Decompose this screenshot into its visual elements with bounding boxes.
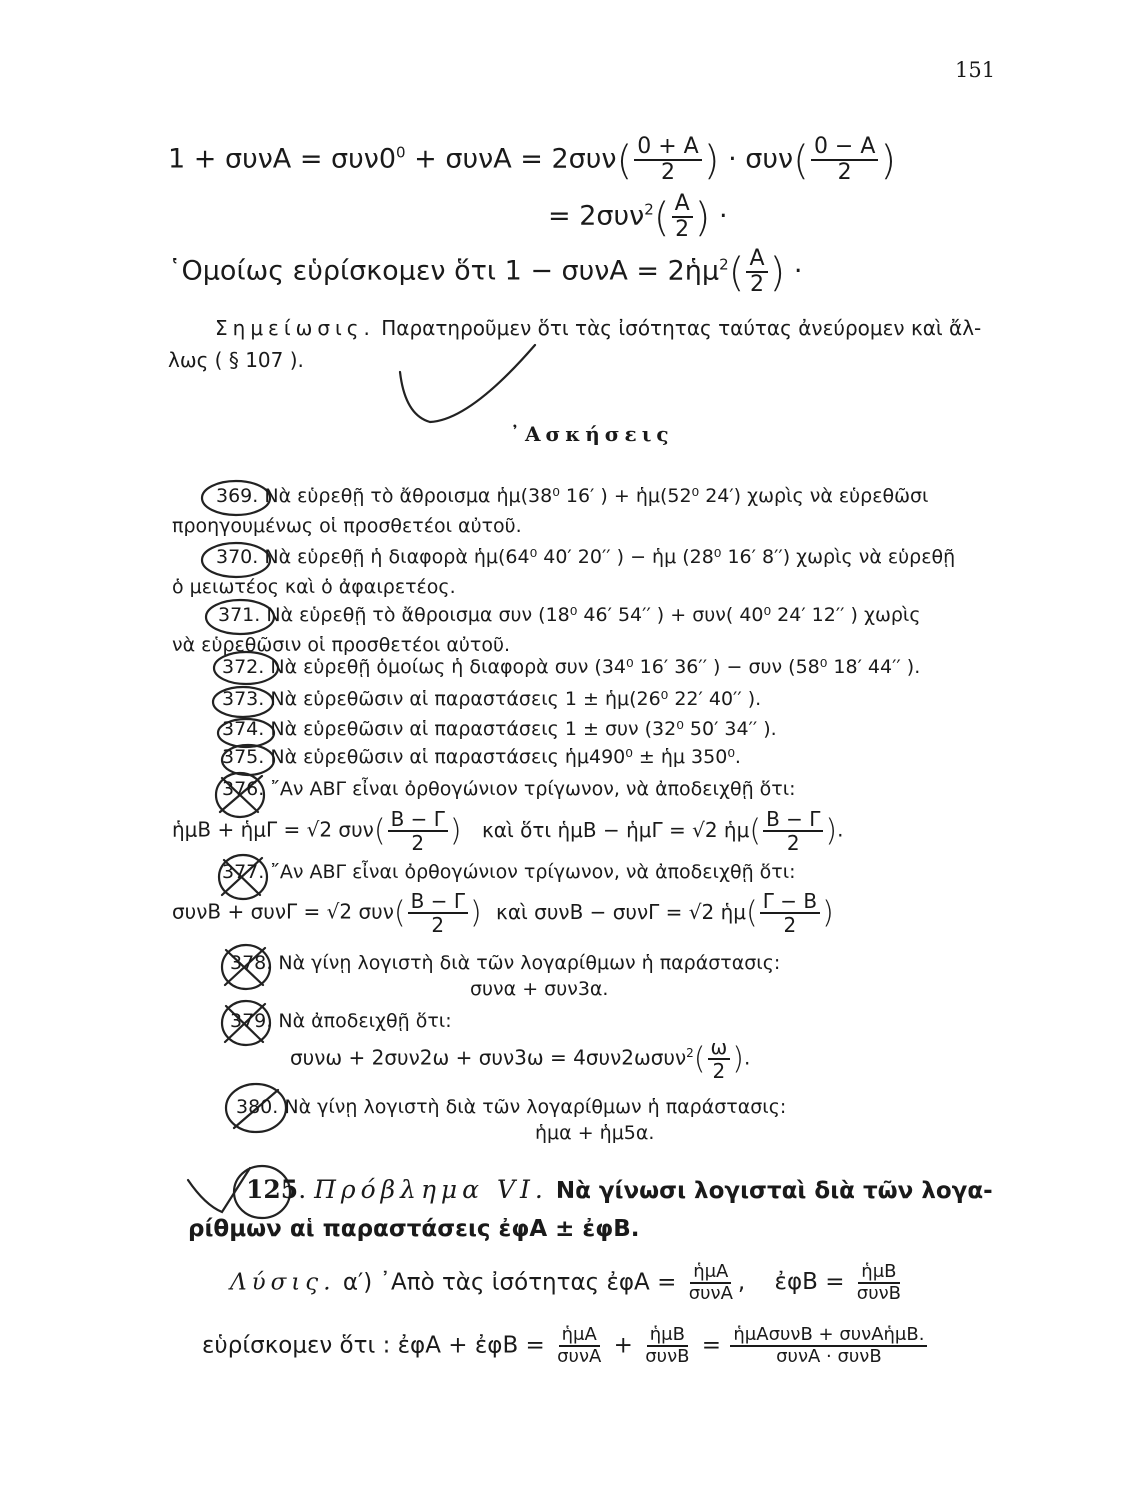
exercise-text: ῎Αν ΑΒΓ εἶναι ὀρθογώνιον τρίγωνον, νὰ ἀποδειχθῇ ὅτι: — [270, 861, 796, 883]
eq3-num: A — [746, 247, 767, 273]
exercise-number: 369. — [216, 485, 259, 507]
eq1-num2: 0 − A — [811, 135, 878, 161]
eq1-num1: 0 + A — [634, 135, 701, 161]
result-text: εὑρίσκομεν ὅτι : ἐφA + ἐφB = — [202, 1332, 545, 1359]
note-line-1 — [215, 316, 981, 340]
formula-376-den1: 2 — [411, 831, 425, 855]
problem-title: Πρόβλημα VI. — [314, 1175, 548, 1204]
exercise-373 — [222, 688, 761, 710]
exercise-378-line-2: συνα + συν3α. — [470, 978, 609, 1000]
exercise-text: Νὰ εὑρεθῇ ἡ διαφορὰ ἡμ(64⁰ 40′ 20′′ ) − ἡμ (28⁰ 16′ 8′′) χωρὶς νὰ εὑρεθῇ — [264, 546, 956, 568]
eq1-den1: 2 — [661, 160, 675, 186]
result-line — [202, 1325, 929, 1367]
problem-number: 125 — [246, 1175, 299, 1204]
exercise-380-line-2: ἡμα + ἡμ5α. — [535, 1122, 655, 1144]
exercise-376 — [222, 778, 796, 800]
exercise-number: 378. — [230, 952, 273, 974]
exercise-379 — [230, 1010, 452, 1032]
formula-379-num: ω — [708, 1036, 731, 1060]
problem-text-2: ρίθμων αἱ παραστάσεις ἐφA ± ἐφB. — [188, 1216, 640, 1242]
eq3-suffix: · — [785, 255, 803, 287]
result-equals: = — [701, 1332, 722, 1359]
formula-377-num2: Γ − B — [760, 890, 820, 914]
formula-377-rhs: καὶ συνB − συνΓ = √2 ἡμ — [496, 899, 747, 924]
eq2-den: 2 — [675, 217, 690, 243]
exercise-369 — [216, 485, 928, 507]
exercise-text: Νὰ εὑρεθῇ ὁμοίως ἡ διαφορὰ συν (34⁰ 16′ 36′′ ) − συν (58⁰ 18′ 44′′ ). — [270, 656, 921, 678]
exercise-370-line-2: ὁ μειωτέος καὶ ὁ ἀφαιρετέος. — [172, 576, 456, 598]
exercise-number: 374. — [222, 718, 265, 740]
formula-376-end: . — [837, 817, 844, 842]
exercise-number: 372. — [222, 656, 265, 678]
eq2-num: A — [672, 192, 693, 218]
exercise-text: Νὰ ἀποδειχθῇ ὅτι: — [278, 1010, 452, 1032]
result-plus: + — [613, 1332, 633, 1359]
exercise-text: Νὰ εὑρεθῶσιν αἱ παραστάσεις ἡμ490⁰ ± ἡμ 350⁰. — [270, 746, 741, 768]
exercises-heading: ᾽Ασκήσεις — [510, 422, 674, 446]
eq2-sup: 2 — [644, 200, 654, 219]
solution-text: α′) ᾽Απὸ τὰς ἰσότητας ἐφA = — [342, 1269, 677, 1296]
formula-379-end: . — [743, 1045, 751, 1070]
problem-text-1: Νὰ γίνωσι λογισταὶ διὰ τῶν λογα- — [555, 1178, 993, 1204]
exercise-number: 376. — [222, 778, 265, 800]
exercise-number: 373. — [222, 688, 265, 710]
exercise-375 — [222, 746, 741, 768]
equation-1: $1 + \sigma\upsilon\nu A = \sigma\upsilon\nu 0^0 + \sigma\upsilon\nu A = 2\sigma\upsilon\nu$( $\frac{0 + A}{2}$ ) · συν( $\frac{0 - A}{2}$ ) — [168, 134, 897, 186]
formula-377-lhs: συνB + συνΓ = √2 συν — [172, 899, 394, 924]
exercise-text: ῎Αν ΑΒΓ εἶναι ὀρθογώνιον τρίγωνον, νὰ ἀποδειχθῇ ὅτι: — [270, 778, 796, 800]
note-label: Σημείωσις. — [215, 316, 375, 340]
result-frac3-den: συνA · συνB — [776, 1345, 882, 1367]
formula-376: ἡμB + ἡμΓ = √2 συν( $\frac{B - \Gamma}{2}$ ) καὶ ὅτι ἡμB − ἡμΓ = √2 ἡμ( $\frac{B - \Gamma}{2}$ ). — [172, 807, 844, 855]
note-line-2: λως ( § 107 ). — [168, 348, 304, 372]
exercise-number: 370. — [216, 546, 259, 568]
exercise-369-line-2: προηγουμένως οἱ προσθετέοι αὐτοῦ. — [172, 515, 522, 537]
eq3-prefix: ῾Ομοίως εὑρίσκομεν ὅτι 1 − συνA = 2ἡμ — [168, 255, 720, 287]
exercise-text: Νὰ εὑρεθῶσιν αἱ παραστάσεις 1 ± συν (32⁰ 50′ 34′′ ). — [270, 718, 777, 740]
exercise-number: 379. — [230, 1010, 273, 1032]
exercise-377 — [222, 861, 796, 883]
exercise-text: Νὰ γίνῃ λογιστὴ διὰ τῶν λογαρίθμων ἡ παράστασις: — [278, 952, 781, 974]
checkmark-mark — [400, 345, 535, 422]
solution-comma: , — [737, 1269, 746, 1296]
eq2-prefix: = 2συν — [548, 200, 645, 232]
eq1-mid: + συνA = 2συν — [405, 143, 617, 175]
solution-frac1-num: ἡμA — [690, 1262, 731, 1284]
exercise-374 — [222, 718, 777, 740]
formula-376-num1: B − Γ — [388, 808, 448, 832]
note-text-1: Παρατηροῦμεν ὅτι τὰς ἰσότητας ταύτας ἀνεύρομεν καὶ ἄλ- — [381, 316, 982, 340]
exercise-372 — [222, 656, 920, 678]
problem-125: 125. Πρόβλημα VI. Νὰ γίνωσι λογισταὶ διὰ τῶν λογα- — [246, 1175, 993, 1204]
formula-379-den: 2 — [712, 1059, 726, 1083]
page-number: 151 — [955, 58, 996, 82]
exercise-text: Νὰ εὑρεθῇ τὸ ἄθροισμα ἡμ(38⁰ 16′ ) + ἡμ(52⁰ 24′) χωρὶς νὰ εὑρεθῶσι — [264, 485, 929, 507]
eq2-suffix: · — [710, 200, 728, 232]
formula-379: συνω + 2συν2ω + συν3ω = 4συν2ωσυν$^2$( $\frac{\omega}{2}$ ). — [290, 1035, 751, 1083]
exercise-371 — [218, 604, 921, 626]
formula-376-rhs: καὶ ὅτι ἡμB − ἡμΓ = √2 ἡμ — [482, 817, 750, 842]
exercise-number: 371. — [218, 604, 261, 626]
solution-text-2: ἐφB = — [774, 1269, 845, 1296]
exercise-number: 380. — [236, 1096, 279, 1118]
result-frac1-num: ἡμA — [559, 1325, 600, 1347]
formula-377-den1: 2 — [431, 913, 445, 937]
exercise-number: 377. — [222, 861, 265, 883]
formula-377: συνB + συνΓ = √2 συν( $\frac{B - \Gamma}{2}$ ) καὶ συνB − συνΓ = √2 ἡμ( $\frac{\Gamma - B}{2}$ ) — [172, 889, 834, 937]
checkmark-125 — [188, 1168, 250, 1212]
solution-label: Λύσις. — [230, 1269, 336, 1296]
exercise-text: Νὰ εὑρεθῶσιν αἱ παραστάσεις 1 ± ἡμ(26⁰ 22′ 40′′ ). — [270, 688, 762, 710]
eq3-den: 2 — [750, 272, 764, 298]
result-frac3-num: ἡμAσυνB + συνAἡμB. — [730, 1325, 927, 1347]
formula-376-num2: B − Γ — [763, 808, 823, 832]
exercise-371-line-2: νὰ εὑρεθῶσιν οἱ προσθετέοι αὐτοῦ. — [172, 634, 511, 656]
exercise-number: 375. — [222, 746, 265, 768]
eq1-den2: 2 — [837, 160, 852, 186]
formula-376-den2: 2 — [786, 831, 800, 855]
eq1-degree: 0 — [396, 143, 406, 162]
exercise-text: Νὰ εὑρεθῇ τὸ ἄθροισμα συν (18⁰ 46′ 54′′ ) + συν( 40⁰ 24′ 12′′ ) χωρὶς — [266, 604, 921, 626]
formula-377-den2: 2 — [783, 913, 797, 937]
exercise-378 — [230, 952, 780, 974]
eq1-lhs: 1 + συνA = συν0 — [168, 143, 397, 175]
result-frac1-den: συνA — [557, 1345, 602, 1367]
solution-frac1-den: συνA — [688, 1282, 733, 1304]
exercise-380 — [236, 1096, 786, 1118]
solution-frac2-den: συνB — [856, 1282, 902, 1304]
exercise-text: Νὰ γίνῃ λογιστὴ διὰ τῶν λογαρίθμων ἡ παράστασις: — [284, 1096, 787, 1118]
solution-line — [230, 1262, 906, 1304]
formula-379-sup: 2 — [686, 1045, 694, 1060]
eq1-dot: · συν — [719, 143, 794, 175]
solution-frac2-num: ἡμB — [858, 1262, 899, 1284]
equation-3: ῾Ομοίως εὑρίσκομεν ὅτι 1 − συνA = 2ἡμ$^2$( $\frac{A}{2}$ ) · — [168, 246, 803, 298]
equation-2: = 2συν$^2$( $\frac{A}{2}$ ) · — [548, 191, 728, 243]
formula-379-lhs: συνω + 2συν2ω + συν3ω = 4συν2ωσυν — [290, 1045, 687, 1070]
formula-377-num1: B − Γ — [408, 890, 468, 914]
eq3-sup: 2 — [719, 255, 729, 274]
result-frac2-den: συνB — [645, 1345, 690, 1367]
formula-376-lhs: ἡμB + ἡμΓ = √2 συν — [172, 817, 374, 842]
result-frac2-num: ἡμB — [647, 1325, 688, 1347]
exercise-370 — [216, 546, 955, 568]
